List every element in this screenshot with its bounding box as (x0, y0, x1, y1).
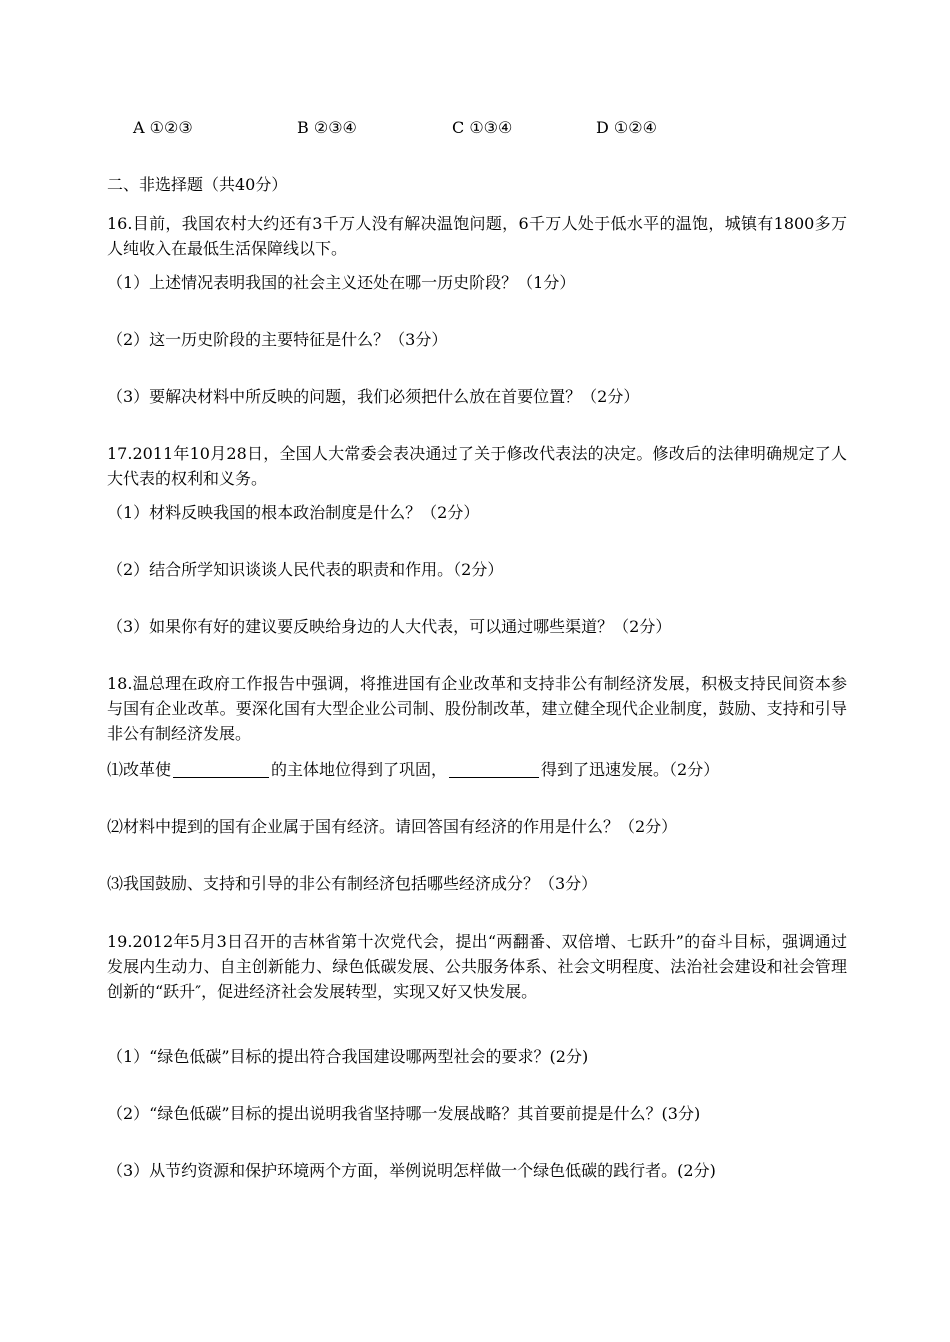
question-17-sub-2: （2）结合所学知识谈谈人民代表的职责和作用。（2分） (107, 560, 504, 579)
question-16-sub-3: （3）要解决材料中所反映的问题，我们必须把什么放在首要位置？（2分） (107, 387, 640, 406)
option-b: B ②③④ (297, 118, 357, 137)
question-18-sub-1 (107, 757, 719, 782)
question-17 (107, 441, 847, 636)
fill-blank-2[interactable] (449, 759, 539, 778)
answer-options-row (133, 115, 833, 140)
question-18-sub-1-text-b: 的主体地位得到了巩固， (271, 760, 448, 779)
option-a: A ①②③ (133, 118, 193, 137)
question-18-sub-1-text-c: 得到了迅速发展。（2分） (541, 760, 720, 779)
question-16 (107, 211, 847, 406)
question-18-sub-3: ⑶我国鼓励、支持和引导的非公有制经济包括哪些经济成分？（3分） (107, 874, 598, 893)
section-title: 二、非选择题（共40分） (107, 175, 288, 194)
question-19 (107, 929, 847, 1180)
question-19-sub-1: （1）“绿色低碳”目标的提出符合我国建设哪两型社会的要求？(2分) (107, 1047, 589, 1066)
question-17-sub-1: （1）材料反映我国的根本政治制度是什么？（2分） (107, 503, 480, 522)
question-18-stem: 18.温总理在政府工作报告中强调，将推进国有企业改革和支持非公有制经济发展，积极支持民间资本参与国有企业改革。要深化国有大型企业公司制、股份制改革，建立健全现代企业制度，鼓励、支持和引导非公有制经济发展。 (107, 674, 847, 743)
question-19-sub-2: （2）“绿色低碳”目标的提出说明我省坚持哪一发展战略？其首要前提是什么？(3分) (107, 1104, 701, 1123)
question-17-stem: 17.2011年10月28日，全国人大常委会表决通过了关于修改代表法的决定。修改后的法律明确规定了人大代表的权利和义务。 (107, 444, 847, 488)
option-d: D ①②④ (596, 118, 657, 137)
question-19-stem: 19.2012年5月3日召开的吉林省第十次党代会，提出“两翻番、双倍增、七跃升”的奋斗目标，强调通过发展内生动力、自主创新能力、绿色低碳发展、公共服务体系、社会文明程度、法治社会建设和社会管理创新的“跃升″，促进经济社会发展转型，实现又好又快发展。 (107, 932, 847, 1001)
question-18-sub-2: ⑵材料中提到的国有企业属于国有经济。请回答国有经济的作用是什么？（2分） (107, 817, 678, 836)
option-c: C ①③④ (452, 118, 513, 137)
question-17-sub-3: （3）如果你有好的建议要反映给身边的人大代表，可以通过哪些渠道？（2分） (107, 617, 672, 636)
question-16-sub-2: （2）这一历史阶段的主要特征是什么？（3分） (107, 330, 448, 349)
question-16-sub-1: （1）上述情况表明我国的社会主义还处在哪一历史阶段？（1分） (107, 273, 576, 292)
question-18-sub-1-text-a: ⑴改革使 (107, 760, 172, 779)
question-16-stem: 16.目前，我国农村大约还有3千万人没有解决温饱问题，6千万人处于低水平的温饱，城镇有1800多万人纯收入在最低生活保障线以下。 (107, 214, 847, 258)
fill-blank-1[interactable] (173, 759, 269, 778)
question-19-sub-3: （3）从节约资源和保护环境两个方面，举例说明怎样做一个绿色低碳的践行者。(2分) (107, 1161, 716, 1180)
question-18 (107, 671, 847, 893)
